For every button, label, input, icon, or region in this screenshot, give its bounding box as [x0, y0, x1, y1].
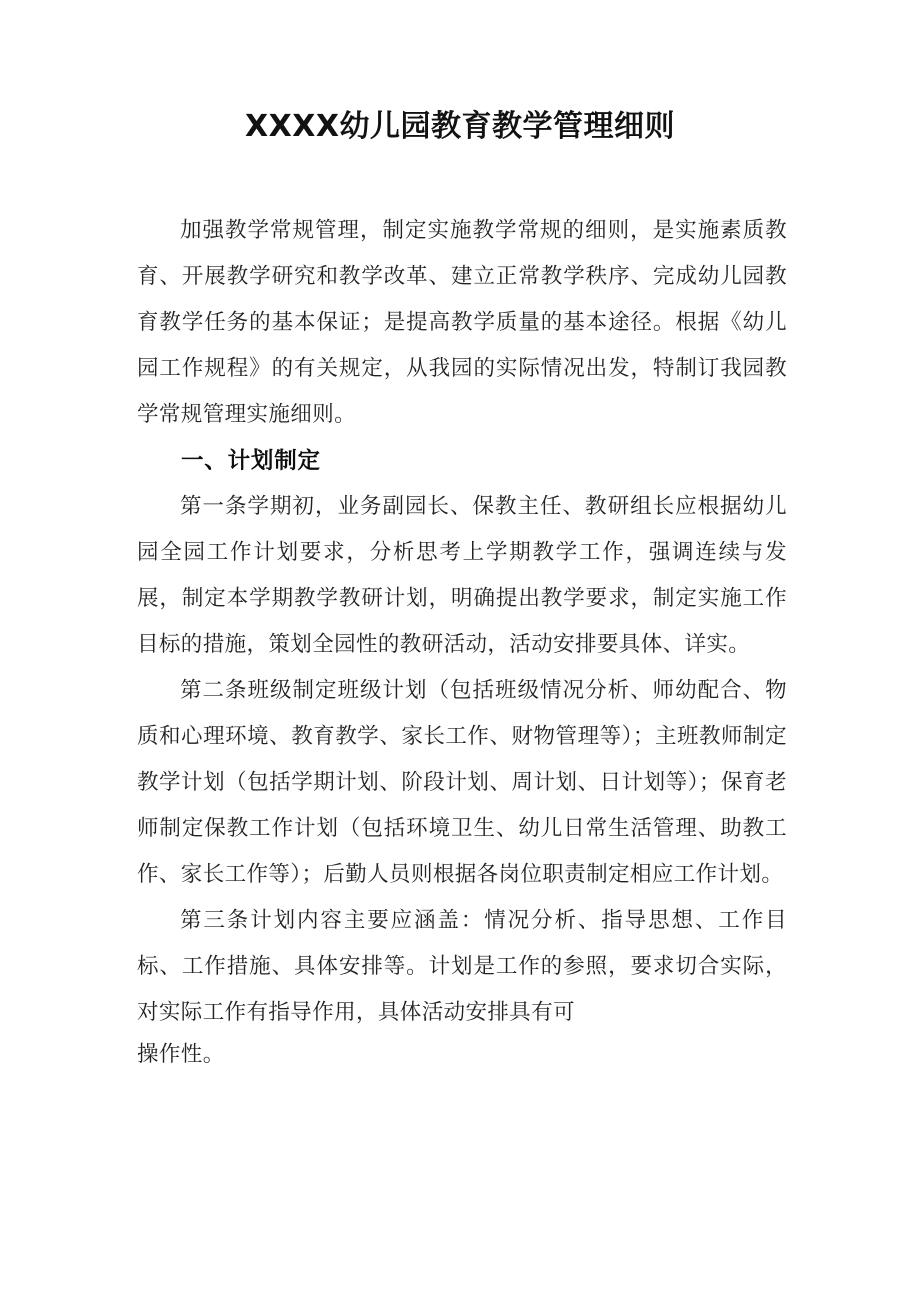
article-three-paragraph: 第三条计划内容主要应涵盖：情况分析、指导思想、工作目标、工作措施、具体安排等。计划是工作的参照，要求切合实际，对实际工作有指导作用，具体活动安排具有可: [137, 908, 787, 1025]
document-body: [137, 208, 787, 1074]
article-two-paragraph: 第二条班级制定班级计划（包括班级情况分析、师幼配合、物质和心理环境、教育教学、家长工作、财物管理等）；主班教师制定教学计划（包括学期计划、阶段计划、周计划、日计划等）；保育老师制定保教工作计划（包括环境卫生、幼儿日常生活管理、助教工作、家长工作等）；后勤人员则根据各岗位职责制定相应工作计划。: [137, 678, 787, 887]
intro-paragraph: 加强教学常规管理，制定实施教学常规的细则，是实施素质教育、开展教学研究和教学改革、建立正常教学秩序、完成幼儿园教育教学任务的基本保证；是提高教学质量的基本途径。根据《幼儿园工作规程》的有关规定，从我园的实际情况出发，特制订我园教学常规管理实施细则。: [137, 218, 787, 427]
article-three-tail-line: 操作性。: [137, 1042, 225, 1067]
article-one-paragraph: 第一条学期初，业务副园长、保教主任、教研组长应根据幼儿园全园工作计划要求，分析思考上学期教学工作，强调连续与发展，制定本学期教学教研计划，明确提出教学要求，制定实施工作目标的措施，策划全园性的教研活动，活动安排要具体、详实。: [137, 494, 787, 657]
section-heading-planning: 一、计划制定: [181, 448, 321, 474]
page-title: XXXX幼儿园教育教学管理细则: [244, 109, 676, 144]
